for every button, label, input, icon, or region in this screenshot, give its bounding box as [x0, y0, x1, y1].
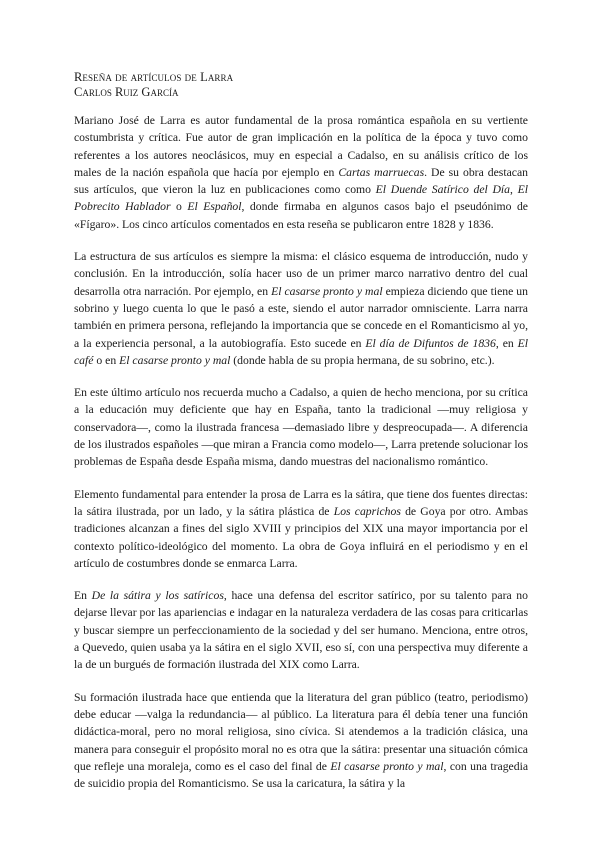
text-run: (donde habla de su propia hermana, de su sobrino, etc.). — [230, 353, 495, 367]
work-title: El día de Difuntos de 1836 — [365, 336, 496, 350]
text-run: En este último artículo nos recuerda mucho a Cadalso, a quien de hecho menciona, por su crítica a la educación muy deficiente que hay en España, tanto la tradicional —muy religiosa y conservadora—, como la ilustrada francesa —demasiado libre y despreocupada—. A diferencia de los ilustrados españoles —que miran a Francia como modelo—, Larra pretende solucionar los problemas de España desde España misma, dando muestras del nacionalismo romántico. — [74, 386, 528, 469]
paragraph-6 — [74, 689, 528, 793]
text-run: , con una tragedia de suicidio propia del Romanticismo. Se usa la caricatura, la sátira y la — [74, 759, 529, 791]
text-run: empieza diciendo que tiene un sobrino y luego cuenta lo que le pasó a este, siendo el autor narrador omnisciente. Larra narra también en primera persona, reflejando la importancia que se concede en el Romanticismo al yo, a la experiencia personal, a la autobiografía. Esto sucede en — [74, 284, 528, 350]
work-title: El casarse pronto y mal — [119, 353, 231, 367]
text-run: Mariano José de Larra es autor fundamental de la prosa romántica española en su vertiente costumbrista y crítica. Fue autor de gran implicación en la política de la época y tuvo como referentes a los autores neoclásicos, muy en especial a Cadalso, en su análisis crítico de los males de la nación española que hacía por ejemplo en — [74, 114, 528, 179]
paragraph-2 — [74, 248, 528, 369]
paragraph-3 — [74, 384, 528, 470]
document-body — [74, 112, 528, 792]
text-run: o en — [93, 353, 120, 367]
work-title: El casarse pronto y mal — [271, 284, 383, 298]
work-title: De la sátira y los satíricos — [91, 589, 224, 603]
text-run: o — [170, 200, 188, 214]
paragraph-1 — [74, 112, 528, 233]
work-title: El Español — [187, 200, 242, 214]
text-run: , en — [495, 336, 518, 350]
work-title: Los caprichos — [333, 504, 401, 518]
text-run: La estructura de sus artículos es siempre la misma: el clásico esquema de introducción, nudo y conclusión. En la introducción, solía hacer uso de un primer marco narrativo dentro del cual desarrolla otra narración. Por ejemplo, en — [74, 250, 528, 298]
paragraph-4 — [74, 486, 528, 572]
text-run: En — [74, 589, 92, 603]
text-run: Elemento fundamental para entender la prosa de Larra es la sátira, que tiene dos fuentes directas: la sátira ilustrada, por un lado, y la sátira plástica de — [74, 487, 528, 518]
text-run: de Goya por otro. Ambas tradiciones alcanzan a fines del siglo XVIII y principios del XIX una mayor importancia por el contexto político-ideológico del momento. La obra de Goya influirá en el periodismo y en el artículo de costumbres donde se enmarca Larra. — [74, 504, 528, 570]
text-run: . De su obra destacan sus artículos, que vieron la luz en publicaciones como como — [74, 165, 528, 197]
work-title: El Pobrecito Hablador — [74, 183, 528, 214]
text-run: , — [509, 183, 518, 197]
document-page — [74, 70, 528, 792]
text-run: , hace una defensa del escritor satírico, por su talento para no dejarse llevar por las apariencias e indagar en la naturaleza verdadera de las cosas para criticarlas y buscar siempre un perfeccionamiento de la sociedad y del ser humano. Menciona, entre otros, a Quevedo, quien usaba ya la sátira en el siglo XVII, eso sí, con una perspectiva muy diferente a la de un burgués de formación ilustrada del XIX como Larra. — [74, 589, 528, 672]
text-run: Su formación ilustrada hace que entienda que la literatura del gran público (teatro, periodismo) debe educar —valga la redundancia— al público. La literatura para él debía tener una función didáctica-moral, pero no moral religiosa, sino cívica. Si atendemos a la tradición clásica, una manera para conseguir el propósito moral no es otra que la sátira: presentar una situación cómica que refleje una moraleja, como es el caso del final de — [74, 690, 528, 773]
work-title: El café — [74, 336, 529, 367]
work-title: El casarse pronto y mal — [330, 759, 444, 773]
document-title: Reseña de artículos de Larra — [74, 70, 234, 84]
work-title: Cartas marruecas — [338, 165, 425, 179]
document-author: Carlos Ruiz García — [74, 85, 179, 99]
work-title: El Duende Satírico del Día — [375, 183, 510, 197]
paragraph-5 — [74, 587, 528, 673]
text-run: , donde firmaba en algunos casos bajo el pseudónimo de «Fígaro». Los cinco artículos comentados en esta reseña se publicaron entre 1828 y 1836. — [74, 200, 528, 231]
